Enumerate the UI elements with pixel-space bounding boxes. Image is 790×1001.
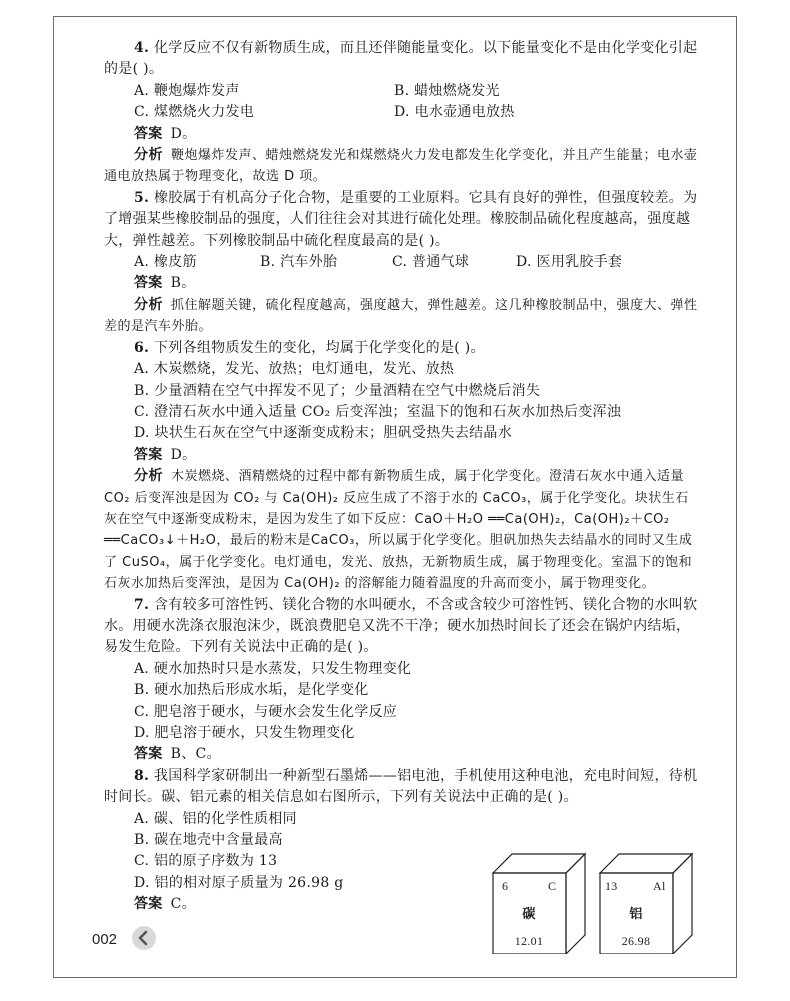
option-c: C. 铝的原子序数为 13: [134, 853, 278, 870]
page-number: 002: [92, 931, 118, 948]
analysis: [104, 295, 698, 338]
question-5: [104, 188, 698, 252]
option-b: B. 碳在地壳中含量最高: [134, 832, 283, 849]
question-8: [104, 766, 698, 809]
answer-label: 答案: [134, 446, 163, 463]
option-c: C. 普通气球: [392, 254, 470, 271]
aluminum-atomic-number: 13: [605, 878, 618, 893]
question-number: 8.: [134, 767, 150, 784]
answer-value: D。: [170, 125, 197, 142]
chevron-left-icon[interactable]: [132, 926, 156, 950]
option-row: [104, 102, 698, 123]
analysis-label: 分析: [134, 468, 163, 485]
answer-label: 答案: [134, 275, 163, 292]
option-d: D. 铝的相对原子质量为 26.98 g: [134, 874, 344, 891]
answer-label: 答案: [134, 896, 163, 913]
option-c: C. 肥皂溶于硬水，与硬水会发生化学反应: [134, 703, 398, 720]
answer-value: B、C。: [170, 746, 221, 763]
carbon-cube-side: [566, 854, 585, 954]
answer-label: 答案: [134, 746, 163, 763]
option-b: B. 少量酒精在空气中挥发不见了；少量酒精在空气中燃烧后消失: [134, 382, 541, 399]
question-4: [104, 38, 698, 81]
option-d: D. 肥皂溶于硬水，只发生物理变化: [134, 725, 355, 741]
option-a: A. 碳、铝的化学性质相同: [134, 810, 297, 827]
analysis: [104, 466, 698, 594]
answer-label: 答案: [134, 125, 163, 142]
option-d: D. 电水壶通电放热: [394, 104, 515, 121]
carbon-symbol: C: [548, 878, 557, 893]
analysis: [104, 145, 698, 188]
answer: [104, 445, 698, 466]
analysis-text: 木炭燃烧、酒精燃烧的过程中都有新物质生成，属于化学变化。澄清石灰水中通入适量 CO₂ 后变浑浊是因为 CO₂ 与 Ca(OH)₂ 反应生成了不溶于水的 CaCO₃，属于化学变化。块状生石灰在空气中逐渐变成粉末，是因为发生了如下反应：CaO＋H₂O ══Ca(OH)₂，Ca(OH)₂＋CO₂ ══CaCO₃↓＋H₂O，最后的粉末是CaCO₃，所以属于化学变化。胆矾加热失去结晶水的同时又生成了 CuSO₄，属于化学变化。电灯通电，发光、放热，无新物质生成，属于物理变化。室温下的饱和石灰水加热后变浑浊，是因为 Ca(OH)₂ 的溶解能力随着温度的升高而变小，属于物理变化。: [104, 469, 693, 592]
aluminum-symbol: Al: [653, 878, 666, 893]
question-6: [104, 338, 698, 359]
option-d: D. 块状生石灰在空气中逐渐变成粉末；胆矾受热失去结晶水: [134, 425, 513, 442]
question-text: 下列各组物质发生的变化，均属于化学变化的是( )。: [153, 339, 485, 356]
question-7: [104, 595, 698, 659]
analysis-text: 鞭炮爆炸发声、蜡烛燃烧发光和煤燃烧火力发电都发生化学变化，并且产生能量；电水壶通电放热属于物理变化，故选 D 项。: [104, 148, 698, 185]
option-a: A. 橡皮筋: [134, 254, 197, 271]
option-a: A. 硬水加热时只是水蒸发，只发生物理变化: [134, 660, 412, 677]
carbon-atomic-mass: 12.01: [514, 933, 544, 948]
answer: [104, 273, 698, 294]
question-text: 化学反应不仅有新物质生成，而且还伴随能量变化。以下能量变化不是由化学变化引起的是( )。: [104, 40, 698, 78]
option-row: [104, 252, 698, 273]
answer-value: D。: [170, 446, 197, 463]
answer: [104, 744, 698, 765]
question-number: 6.: [134, 339, 150, 356]
question-text: 橡胶属于有机高分子化合物，是重要的工业原料。它具有良好的弹性，但强度较差。为了增强某些橡胶制品的强度，人们往往会对其进行硫化处理。橡胶制品硫化程度越高，强度越大，弹性越差。下列橡胶制品中硫化程度最高的是( )。: [104, 189, 698, 249]
carbon-name: 碳: [522, 905, 536, 921]
element-cards-figure: [491, 852, 699, 954]
question-number: 7.: [134, 596, 150, 613]
aluminum-cube-top: [600, 854, 692, 873]
aluminum-cube-side: [673, 854, 692, 954]
question-text: 含有较多可溶性钙、镁化合物的水叫硬水，不含或含较少可溶性钙、镁化合物的水叫软水。用硬水洗涤衣服泡沫少，既浪费肥皂又洗不干净；硬水加热时间长了还会在锅炉内结垢，易发生危险。下列有关说法中正确的是( )。: [104, 596, 698, 656]
option-b: B. 汽车外胎: [260, 254, 338, 271]
option-c: C. 澄清石灰水中通入适量 CO₂ 后变浑浊；室温下的饱和石灰水加热后变浑浊: [134, 403, 622, 420]
option-c: C. 煤燃烧火力发电: [134, 104, 255, 121]
option-b: B. 硬水加热后形成水垢，是化学变化: [134, 682, 369, 699]
carbon-atomic-number: 6: [502, 878, 509, 893]
option-a: A. 木炭燃烧，发光、放热；电灯通电，发光、放热: [134, 361, 455, 378]
question-number: 4.: [134, 40, 150, 56]
question-number: 5.: [134, 189, 150, 206]
option-d: D. 医用乳胶手套: [516, 254, 623, 271]
analysis-label: 分析: [134, 147, 163, 164]
analysis-text: 抓住解题关键，硫化程度越高，强度越大，弹性越差。这几种橡胶制品中，强度大、弹性差的是汽车外胎。: [104, 297, 698, 335]
answer: [104, 124, 698, 145]
answer-value: C。: [170, 896, 196, 913]
aluminum-name: 铝: [629, 905, 643, 921]
question-text: 我国科学家研制出一种新型石墨烯——铝电池，手机使用这种电池，充电时间短，待机时间长。碳、铝元素的相关信息如右图所示，下列有关说法中正确的是( )。: [104, 767, 698, 806]
option-b: B. 蜡烛燃烧发光: [394, 82, 500, 99]
analysis-label: 分析: [134, 296, 163, 313]
answer-value: B。: [170, 275, 196, 292]
aluminum-atomic-mass: 26.98: [621, 933, 651, 948]
option-row: [104, 81, 698, 102]
carbon-cube-top: [493, 854, 585, 873]
option-a: A. 鞭炮爆炸发声: [134, 82, 240, 99]
